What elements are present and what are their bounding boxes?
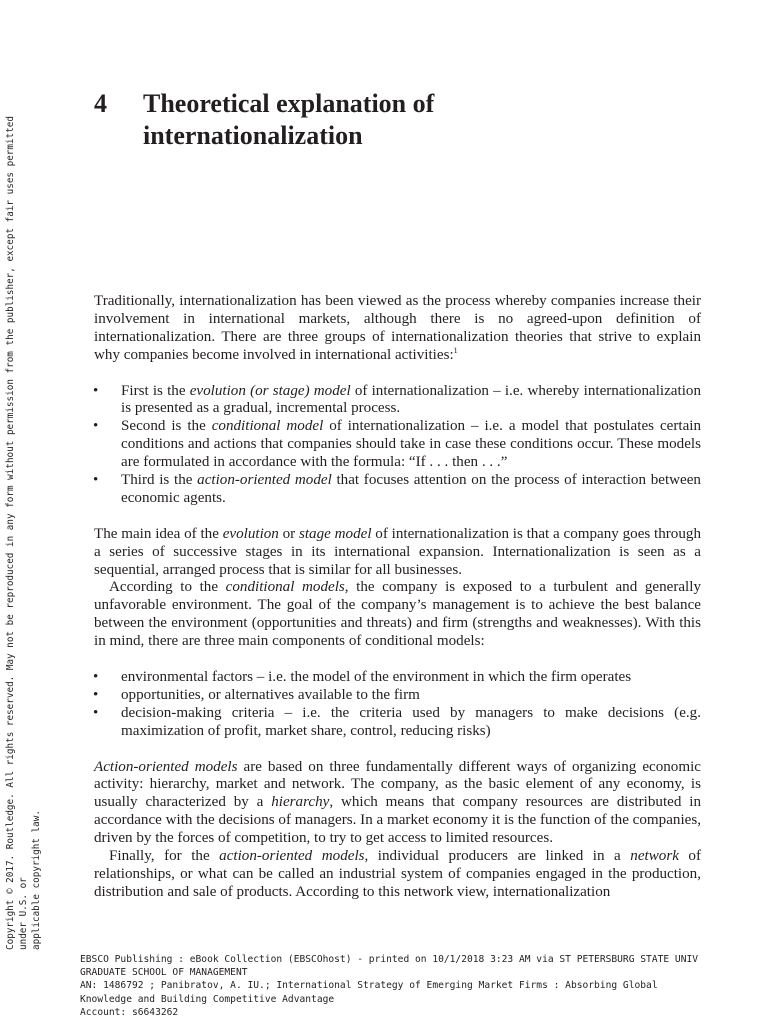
bullet-icon: • <box>93 668 99 685</box>
list-item-text: First is the <box>121 382 190 399</box>
list-item <box>94 687 701 705</box>
footnote-marker: 1 <box>453 345 458 355</box>
chapter-body <box>94 293 701 902</box>
paragraph-emphasis: Action-oriented models <box>94 758 238 775</box>
footer-line: AN: 1486792 ; Panibratov, A. IU.; International Strategy of Emerging Market Firms : Absorbing Global <box>80 980 658 992</box>
list-item <box>94 383 701 419</box>
paragraph-text: are based on three fundamentally different ways of organizing economic activity: hierarchy, market and network. The company, as the basic element of any economy, is usually characterized by a <box>94 758 701 811</box>
paragraph-text: or <box>278 525 299 542</box>
chapter-title: Theoretical explanation of internationalization <box>143 89 435 150</box>
paragraph-text: Finally, for the <box>109 848 220 865</box>
paragraph-emphasis: network <box>630 848 679 865</box>
paragraph-text: , which means that company resources are distributed in accordance with the decisions of managers. In a market economy it is the function of the companies, driven by the forces of competition, to try to get access to limited resources. <box>94 794 701 847</box>
bullet-icon: • <box>93 382 99 399</box>
copyright-line-2: applicable copyright law. <box>31 810 42 950</box>
paragraph-emphasis: hierarchy <box>271 794 330 811</box>
stage-model-paragraph <box>94 526 701 580</box>
action-model-paragraph <box>94 759 701 849</box>
paragraph-text: , the company is exposed to a turbulent and generally unfavorable environment. The goal of the company’s management is to achieve the best balance between the environment (opportunities and threats) and firm (strengths and weaknesses). With this in mind, there are three main components of conditional models: <box>94 579 701 650</box>
bullet-icon: • <box>93 418 99 435</box>
list-item-text: environmental factors – i.e. the model of the environment in which the firm operates <box>121 668 632 685</box>
paragraph-text: According to the <box>109 579 226 596</box>
list-item-text: Second is the <box>121 418 212 435</box>
bullet-icon: • <box>93 686 99 703</box>
copyright-sidebar <box>4 90 43 950</box>
list-item <box>94 472 701 508</box>
paragraph-text: of internationalization is that a company goes through a series of successive stages in its international expansion. Internationalization is seen as a sequential, arranged process that is similar for all businesses. <box>94 525 701 578</box>
theory-list <box>94 383 701 508</box>
paragraph-emphasis: action-oriented models <box>219 848 365 865</box>
list-item <box>94 705 701 741</box>
list-item-emphasis: action-oriented model <box>197 472 332 489</box>
footer-line: Account: s6643262 <box>80 1006 179 1018</box>
bullet-icon: • <box>93 472 99 489</box>
list-item-text: opportunities, or alternatives available to the firm <box>121 686 420 703</box>
footer-line: EBSCO Publishing : eBook Collection (EBSCOhost) - printed on 10/1/2018 3:23 AM via ST PETERSBURG STATE UNIV <box>80 954 699 965</box>
list-item-text: of internationalization – i.e. whereby internationalization is presented as a gradual, incremental process. <box>121 382 701 417</box>
list-item-text: of internationalization – i.e. a model that postulates certain conditions and actions that companies should take in case these conditions occur. These models are formulated in accordance with the formula: “If . . . then . . .” <box>121 418 702 471</box>
intro-text: Traditionally, internationalization has been viewed as the process whereby companies increase their involvement in international markets, although there is no agreed-upon definition of internationalization. There are three groups of internationalization theories that strive to explain why companies become involved in international activities: <box>94 293 701 363</box>
footer-line: GRADUATE SCHOOL OF MANAGEMENT <box>80 967 248 979</box>
chapter-number: 4 <box>94 89 107 118</box>
list-item-text: Third is the <box>121 472 198 489</box>
conditional-model-paragraph <box>94 579 701 651</box>
list-item-text: decision-making criteria – i.e. the criteria used by managers to make decisions (e.g. maximization of profit, market share, control, reducing risks) <box>121 704 701 739</box>
paragraph-text: , individual producers are linked in a <box>364 848 631 865</box>
bullet-icon: • <box>93 704 99 721</box>
intro-paragraph <box>94 293 701 365</box>
list-item-text: that focuses attention on the process of interaction between economic agents. <box>121 472 701 506</box>
paragraph-emphasis: conditional models <box>225 579 345 596</box>
components-list <box>94 669 701 741</box>
list-item <box>94 418 701 472</box>
paragraph-text: of relationships, or what can be called an industrial system of companies engaged in the production, distribution and sale of products. According to this network view, internationalization <box>94 848 702 900</box>
paragraph-emphasis: stage model <box>298 525 372 542</box>
paragraph-text: The main idea of the <box>94 525 223 542</box>
copyright-line-1: Copyright © 2017. Routledge. All rights reserved. May not be reproduced in any form without permission from the publisher, except fair uses permitted under U.S. or <box>5 116 29 950</box>
list-item-emphasis: conditional model <box>211 418 324 435</box>
paragraph-emphasis: evolution <box>222 525 279 542</box>
ebsco-footer <box>80 953 760 1019</box>
footer-line: Knowledge and Building Competitive Advantage <box>80 993 335 1005</box>
list-item <box>94 669 701 687</box>
network-paragraph <box>94 848 701 902</box>
list-item-emphasis: evolution (or stage) model <box>189 382 351 399</box>
